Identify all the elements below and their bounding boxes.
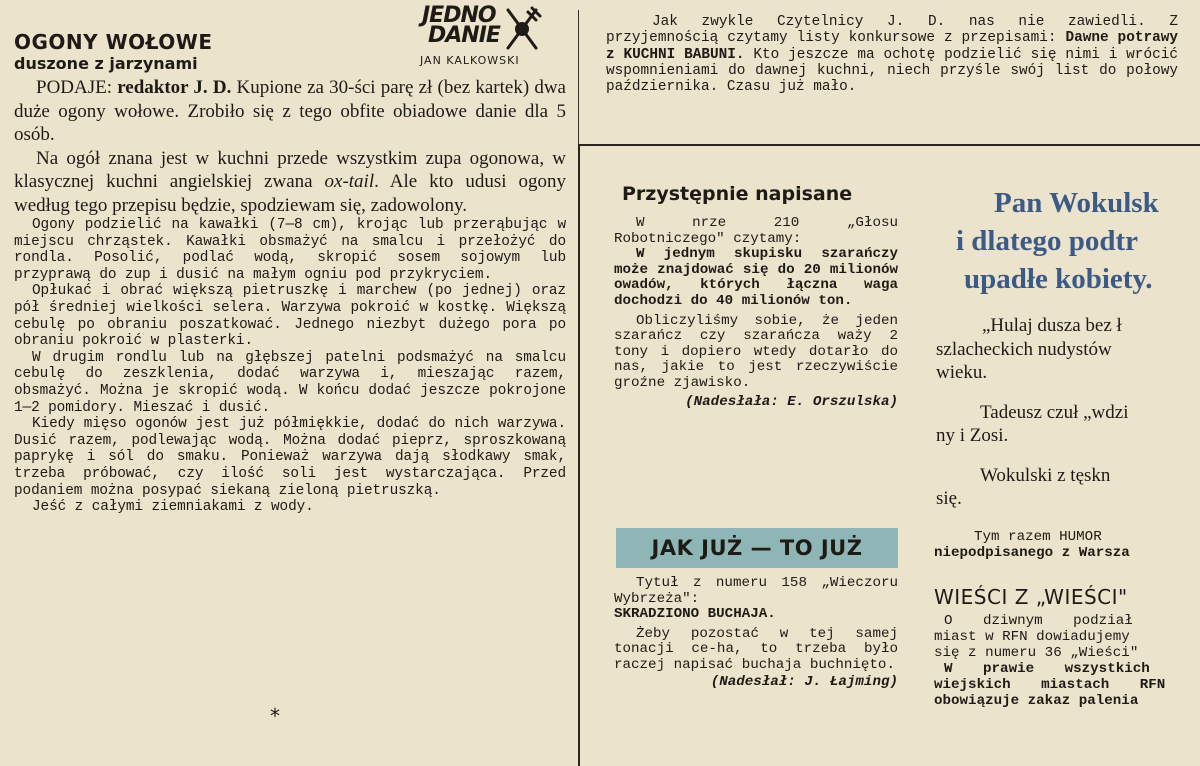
right-heading-line-2: i dlatego podtr — [956, 225, 1139, 257]
recipe-step-3: W drugim rondlu lub na głębszej patelni podsmażyć na smalcu cebulę do zeszklenia, dodać warzywa i, mieszając razem, obsmażyć. Można je skropić wodą. W końcu dodać jeszcze pokrojone 1—2 pomidory. Mieszać i dusić. — [14, 349, 566, 416]
lead-italic-term: ox-tail — [324, 171, 375, 192]
right-wiesci-2: miast w RFN dowiadujemy — [934, 628, 1130, 645]
lead-text-2b: . Ale kto udusi ogony według tego przepisu będzie, spodziewam się, zadowolony. — [14, 171, 566, 216]
right-wiesci-6-bold: obowiązuje zakaz palenia — [934, 692, 1139, 709]
column-divider — [578, 10, 579, 144]
right-text-3b: się. — [936, 488, 962, 509]
right-column — [934, 184, 1200, 749]
right-wiesci-5 — [934, 677, 1200, 693]
logo-author: JAN KALKOWSKI — [420, 54, 520, 67]
right-heading-line-3: upadłe kobiety. — [964, 263, 1153, 295]
recipe-step-4: Kiedy mięso ogonów jest już półmiękkie, dodać do nich warzywa. Dusić razem, podlewając wodą. Można dodać pieprz, sproszkowaną paprykę i sól do smaku. Ponieważ warzywa dają słodkawy smak, trzeba próbować, czy ilość soli jest wystarczająca. Przed podaniem można posypać siekaną zieloną pietruszką. — [14, 416, 566, 499]
article-title: OGONY WOŁOWE — [14, 30, 213, 54]
right-wiesci-4 — [934, 661, 1200, 677]
section-banner — [616, 528, 898, 568]
column-logo — [418, 3, 552, 74]
right-text-4b-bold: niepodpisanego z Warsza — [934, 544, 1130, 561]
signature-1: (Nadesłała: E. Orszulska) — [685, 393, 898, 410]
right-text-4b — [934, 545, 1200, 561]
right-text-1a: „Hulaj dusza bez ł — [982, 315, 1122, 336]
stolen-headline: SKRADZIONO BUCHAJA. — [614, 606, 776, 623]
mid-paragraph-1: W nrze 210 „Głosu Robotniczego" czytamy: — [614, 215, 898, 247]
notice-text-a: Jak zwykle Czytelnicy J. D. nas nie zawiedli. Z przyjemnością czytamy listy konkursowe z przepisami: — [606, 14, 1178, 47]
right-wiesci-6 — [934, 693, 1200, 709]
right-text-3a: Wokulski z tęskn — [980, 464, 1111, 486]
article-subtitle: duszone z jarzynami — [14, 54, 198, 73]
mid-paragraph-4: Tytuł z numeru 158 „Wieczoru Wybrzeża": — [614, 575, 898, 607]
logo-word-2: DANIE — [428, 23, 500, 48]
notice-bold: Dawne potrawy z KUCHNI BABUNI. — [606, 30, 1179, 63]
contest-notice — [606, 14, 1178, 95]
section-heading-przystepnie: Przystępnie napisane — [622, 183, 853, 205]
mid-quote-bold: W jednym skupisku szarańczy może znajdować się do 20 milionów owadów, których łączna waga dochodzi do 40 milionów ton. — [614, 246, 898, 309]
recipe-step-5: Jeść z całymi ziemniakami z wody. — [32, 499, 314, 516]
logo-word-1: JEDNO — [422, 3, 496, 28]
mid-paragraph-6: Żeby pozostać w tej samej tonacji ce-ha, to trzeba było raczej napisać buchaja buchnięto. — [614, 625, 898, 673]
right-wiesci-4-bold: W prawie wszystkich — [944, 660, 1150, 677]
mid-paragraph-3: Obliczyliśmy sobie, że jeden szarańcz czy szarańcza waży 2 tony i dopiero wtedy dotarło do nas, jakie to jest rzeczywiście groźne zjawisko. — [614, 312, 898, 391]
lead-paragraph-1 — [14, 76, 566, 147]
recipe-step-2: Opłukać i obrać większą pietruszkę i marchew (po jednej) oraz pół średniej wielkości selera. Warzywa pokroić w kostkę. Większą cebulę po obraniu poszatkować. Jednego niezbyt dużego pora po obraniu pokroić w plasterki. — [14, 283, 566, 350]
right-wiesci-5-bold: wiejskich miastach RFN — [934, 676, 1166, 693]
right-wiesci-1: O dziwnym podział — [944, 612, 1133, 629]
right-wiesci-3: się z numeru 36 „Wieści" — [934, 644, 1139, 661]
signature-2: (Nadesłał: J. Łajming) — [710, 673, 898, 690]
recipe-step-1: Ogony podzielić na kawałki (7—8 cm), krojąc lub przerąbując w miejscu chrząstek. Kawałki obsmażyć na smalcu i przełożyć do rondla. Posolić, podlać wodą, skropić sosem sojowym lub przyprawą do zup i dusić na małym ogniu pod przykryciem. — [14, 217, 566, 283]
mid-paragraph-5 — [614, 607, 898, 623]
right-text-1c: wieku. — [936, 362, 988, 383]
right-heading-line-1: Pan Wokulsk — [994, 187, 1159, 219]
right-text-1b: szlacheckich nudystów — [936, 338, 1112, 360]
mid-paragraph-2 — [614, 247, 898, 309]
lead-text-2a: Na ogół znana jest w kuchni przede wszystkim zupa ogonowa, w klasycznej kuchni angielskiej zwana — [14, 147, 566, 192]
banner-title: JAK JUŻ — TO JUŻ — [651, 536, 863, 560]
section-heading-wiesci: WIEŚCI Z „WIEŚCI" — [934, 584, 1128, 609]
right-text-2a: Tadeusz czuł „wdzi — [980, 401, 1129, 423]
notice-paragraph — [606, 14, 1178, 95]
middle-column — [614, 182, 898, 410]
right-text-2b: ny i Zosi. — [936, 425, 1009, 446]
lead-label: PODAJE: — [36, 77, 113, 98]
right-text-4a: Tym razem HUMOR — [974, 528, 1102, 545]
recipe-article — [14, 30, 566, 730]
lead-text-1: Kupione za 30-ści parę zł (bez kartek) dwa duże ogony wołowe. Zrobiło się z tego obfite obiadowe danie dla 5 osób. — [14, 77, 566, 145]
middle-column-lower — [614, 576, 898, 690]
lead-editor: redaktor J. D. — [117, 77, 232, 98]
notice-text-b: Kto jeszcze ma ochotę podzielić się nimi i wrócić wspomnieniami do dawnej kuchni, niech przyśle swój list do połowy października. Czasu już mało. — [606, 46, 1178, 96]
lead-paragraph-2 — [14, 147, 566, 218]
end-asterisk: * — [270, 704, 280, 728]
fork-knife-icon — [502, 6, 542, 52]
